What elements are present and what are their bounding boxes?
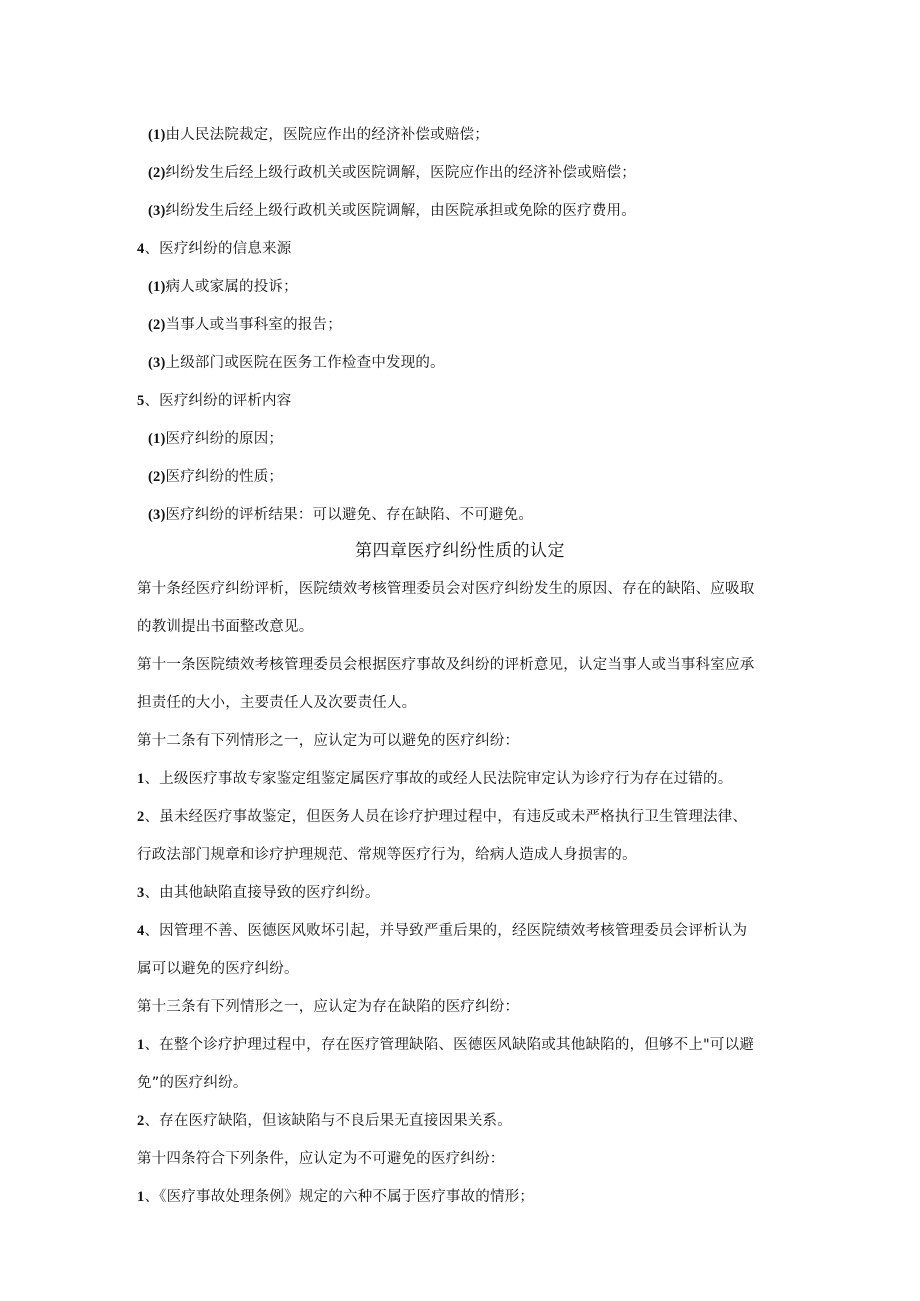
list-item: (1)病人或家属的投诉； [148,279,298,295]
article-paragraph: 第十一条医院绩效考核管理委员会根据医疗事故及纠纷的评析意见，认定当事人或当事科室应承 [137,657,755,673]
article-paragraph-continued: 的教训提出书面整改意见。 [137,619,314,635]
list-item-continued: 免”的医疗纠纷。 [137,1075,248,1091]
article-paragraph: 第十二条有下列情形之一，应认定为可以避免的医疗纠纷： [137,733,520,749]
list-item: (3)医疗纠纷的评析结果：可以避免、存在缺陷、不可避免。 [148,507,534,523]
section-heading: 5、医疗纠纷的评析内容 [137,393,292,409]
list-item: (1)医疗纠纷的原因； [148,431,284,447]
list-item: (3)上级部门或医院在医务工作检查中发现的。 [148,355,445,371]
article-paragraph: 第十条经医疗纠纷评析，医院绩效考核管理委员会对医疗纠纷发生的原因、存在的缺陷、应吸取 [137,581,755,597]
list-item: (2)纠纷发生后经上级行政机关或医院调解，医院应作出的经济补偿或赔偿； [148,165,636,181]
list-item-continued: 行政法部门规章和诊疗护理规范、常规等医疗行为，给病人造成人身损害的。 [137,847,637,863]
list-item: 1、《医疗事故处理条例》规定的六种不属于医疗事故的情形； [137,1189,535,1205]
list-item: 1、在整个诊疗护理过程中，存在医疗管理缺陷、医德医风缺陷或其他缺陷的，但够不上"可以避 [137,1037,755,1053]
article-paragraph: 第十四条符合下列条件，应认定为不可避免的医疗纠纷： [137,1151,505,1167]
list-item: (2)医疗纠纷的性质； [148,469,284,485]
list-item-continued: 属可以避免的医疗纠纷。 [137,961,299,977]
article-paragraph: 第十三条有下列情形之一，应认定为存在缺陷的医疗纠纷： [137,999,520,1015]
list-item: 3、由其他缺陷直接导致的医疗纠纷。 [137,885,380,901]
list-item: 1、上级医疗事故专家鉴定组鉴定属医疗事故的或经人民法院审定认为诊疗行为存在过错的。 [137,771,733,787]
chapter-title: 第四章医疗纠纷性质的认定 [355,541,565,561]
list-item: (1)由人民法院裁定，医院应作出的经济补偿或赔偿； [148,127,489,143]
list-item: 2、存在医疗缺陷，但该缺陷与不良后果无直接因果关系。 [137,1113,512,1129]
list-item: 4、因管理不善、医德医风败坏引起，并导致严重后果的，经医院绩效考核管理委员会评析认为 [137,923,748,939]
article-paragraph-continued: 担责任的大小，主要责任人及次要责任人。 [137,695,417,711]
list-item: (3)纠纷发生后经上级行政机关或医院调解，由医院承担或免除的医疗费用。 [148,203,636,219]
list-item: (2)当事人或当事科室的报告； [148,317,342,333]
list-item: 2、虽未经医疗事故鉴定，但医务人员在诊疗护理过程中，有违反或未严格执行卫生管理法律、 [137,809,748,825]
section-heading: 4、医疗纠纷的信息来源 [137,241,292,257]
